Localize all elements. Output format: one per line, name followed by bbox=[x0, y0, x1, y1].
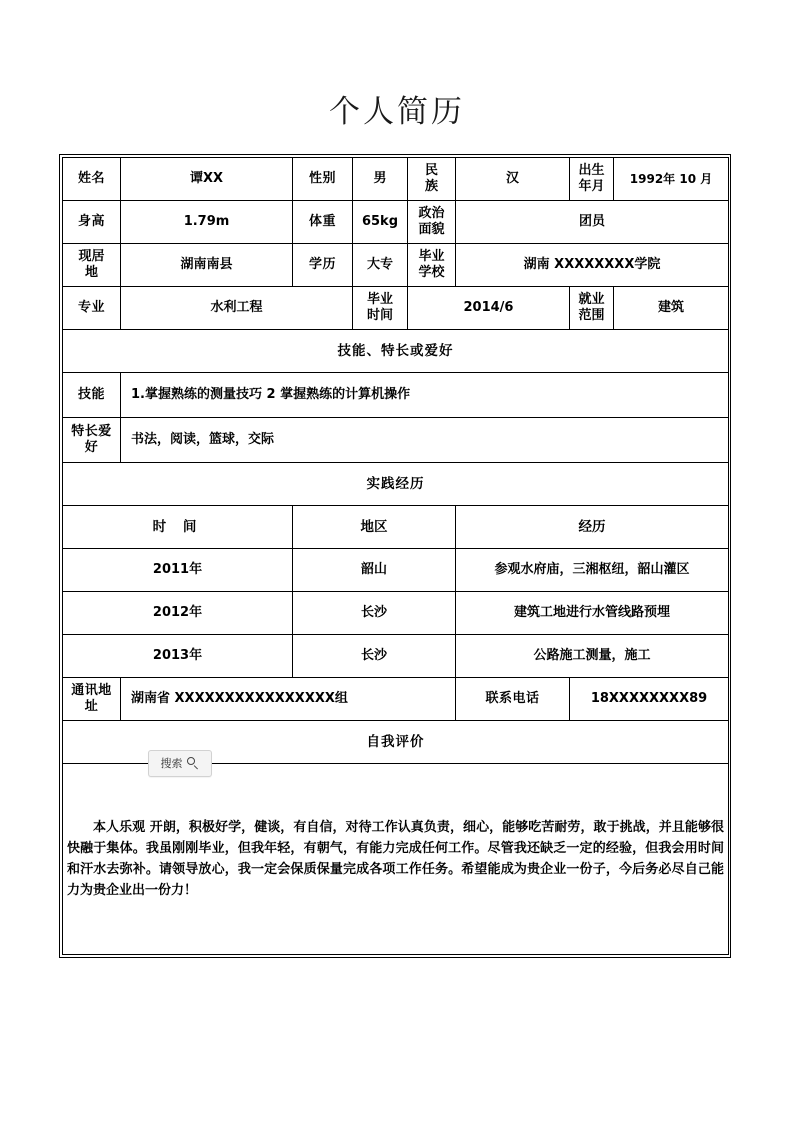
job-scope-label bbox=[570, 287, 614, 330]
experience-col-time: 时 间 bbox=[63, 506, 293, 549]
political-status-label-line2: 面貌 bbox=[418, 222, 445, 237]
graduation-time-label-line1: 毕业 bbox=[366, 292, 393, 308]
page-title: 个人简历 bbox=[329, 94, 465, 130]
job-scope-label-line1: 就业 bbox=[578, 292, 605, 308]
ethnicity-label bbox=[408, 158, 456, 201]
birth-label-line1: 出生 bbox=[578, 163, 605, 179]
school-label bbox=[408, 244, 456, 287]
self-evaluation-cell bbox=[63, 764, 729, 955]
political-status-label-line1: 政治 bbox=[418, 206, 445, 222]
experience-time: 2013年 bbox=[63, 635, 293, 678]
table-row bbox=[63, 592, 729, 635]
weight-label: 体重 bbox=[293, 201, 353, 244]
table-row-major bbox=[63, 287, 729, 330]
address-value: 湖南省 XXXXXXXXXXXXXXXX组 bbox=[121, 678, 456, 721]
ethnicity-value: 汉 bbox=[456, 158, 570, 201]
major-value: 水利工程 bbox=[121, 287, 353, 330]
school-value: 湖南 XXXXXXXX学院 bbox=[456, 244, 729, 287]
table-row-hobby bbox=[63, 418, 729, 463]
table-row-skills-header bbox=[63, 330, 729, 373]
table-row-identity bbox=[63, 158, 729, 201]
resume-table-container bbox=[62, 157, 728, 955]
search-widget-label: 搜索 bbox=[160, 757, 183, 770]
gender-value: 男 bbox=[353, 158, 408, 201]
name-value: 谭XX bbox=[121, 158, 293, 201]
birth-label-line2: 年月 bbox=[578, 179, 605, 194]
hobby-value: 书法，阅读，篮球，交际 bbox=[121, 418, 729, 463]
self-evaluation-text: 本人乐观 开朗，积极好学，健谈，有自信，对待工作认真负责，细心，能够吃苦耐劳，敢于挑战，并且能够很快融于集体。我虽刚刚毕业，但我年轻，有朝气，有能力完成任何工作。尽管我还缺乏一定的经验，但我会用时间和汗水去弥补。请领导放心，我一定会保质保量完成各项工作任务。希望能成为贵企业一份子，今后务必尽自己能力为贵企业出一份力！ bbox=[67, 819, 724, 899]
graduation-time-label bbox=[353, 287, 408, 330]
resume-table bbox=[62, 157, 729, 955]
job-scope-label-line2: 范围 bbox=[578, 308, 605, 323]
experience-detail: 建筑工地进行水管线路预埋 bbox=[456, 592, 729, 635]
birth-value: 1992年 10 月 bbox=[614, 158, 729, 201]
height-label: 身高 bbox=[63, 201, 121, 244]
search-widget[interactable] bbox=[148, 750, 212, 777]
residence-label-line1: 现居 bbox=[78, 249, 105, 265]
self-evaluation-header: 自我评价 bbox=[63, 721, 729, 764]
birth-label bbox=[570, 158, 614, 201]
table-row-skill bbox=[63, 373, 729, 418]
political-status-label bbox=[408, 201, 456, 244]
experience-time: 2012年 bbox=[63, 592, 293, 635]
education-label: 学历 bbox=[293, 244, 353, 287]
education-value: 大专 bbox=[353, 244, 408, 287]
experience-area: 韶山 bbox=[293, 549, 456, 592]
skill-label: 技能 bbox=[63, 373, 121, 418]
ethnicity-label-line1: 民 bbox=[424, 163, 438, 179]
skills-section-header: 技能、特长或爱好 bbox=[63, 330, 729, 373]
graduation-time-label-line2: 时间 bbox=[366, 308, 393, 323]
experience-area: 长沙 bbox=[293, 635, 456, 678]
name-label: 姓名 bbox=[63, 158, 121, 201]
graduation-time-value: 2014/6 bbox=[408, 287, 570, 330]
school-label-line2: 学校 bbox=[418, 265, 445, 280]
hobby-label: 特长爱好 bbox=[63, 418, 121, 463]
table-row-contact bbox=[63, 678, 729, 721]
table-row-experience-header bbox=[63, 463, 729, 506]
table-row-experience-columns bbox=[63, 506, 729, 549]
residence-value: 湖南南县 bbox=[121, 244, 293, 287]
table-row-self-evaluation-body bbox=[63, 764, 729, 955]
address-label: 通讯地址 bbox=[63, 678, 121, 721]
experience-detail: 参观水府庙，三湘枢纽，韶山灌区 bbox=[456, 549, 729, 592]
job-scope-value: 建筑 bbox=[614, 287, 729, 330]
residence-label-line2: 地 bbox=[84, 265, 98, 280]
major-label: 专业 bbox=[63, 287, 121, 330]
height-value: 1.79m bbox=[121, 201, 293, 244]
political-status-value: 团员 bbox=[456, 201, 729, 244]
table-row-residence bbox=[63, 244, 729, 287]
experience-area: 长沙 bbox=[293, 592, 456, 635]
table-row bbox=[63, 635, 729, 678]
phone-label: 联系电话 bbox=[456, 678, 570, 721]
experience-section-header: 实践经历 bbox=[63, 463, 729, 506]
experience-col-detail: 经历 bbox=[456, 506, 729, 549]
residence-label bbox=[63, 244, 121, 287]
skill-value: 1.掌握熟练的测量技巧 2 掌握熟练的计算机操作 bbox=[121, 373, 729, 418]
phone-value: 18XXXXXXXX89 bbox=[570, 678, 729, 721]
search-icon bbox=[187, 757, 200, 770]
school-label-line1: 毕业 bbox=[418, 249, 445, 265]
weight-value: 65kg bbox=[353, 201, 408, 244]
ethnicity-label-line2: 族 bbox=[424, 179, 438, 194]
experience-col-area: 地区 bbox=[293, 506, 456, 549]
gender-label: 性别 bbox=[293, 158, 353, 201]
experience-detail: 公路施工测量，施工 bbox=[456, 635, 729, 678]
table-row bbox=[63, 549, 729, 592]
experience-time: 2011年 bbox=[63, 549, 293, 592]
table-row-physique bbox=[63, 201, 729, 244]
